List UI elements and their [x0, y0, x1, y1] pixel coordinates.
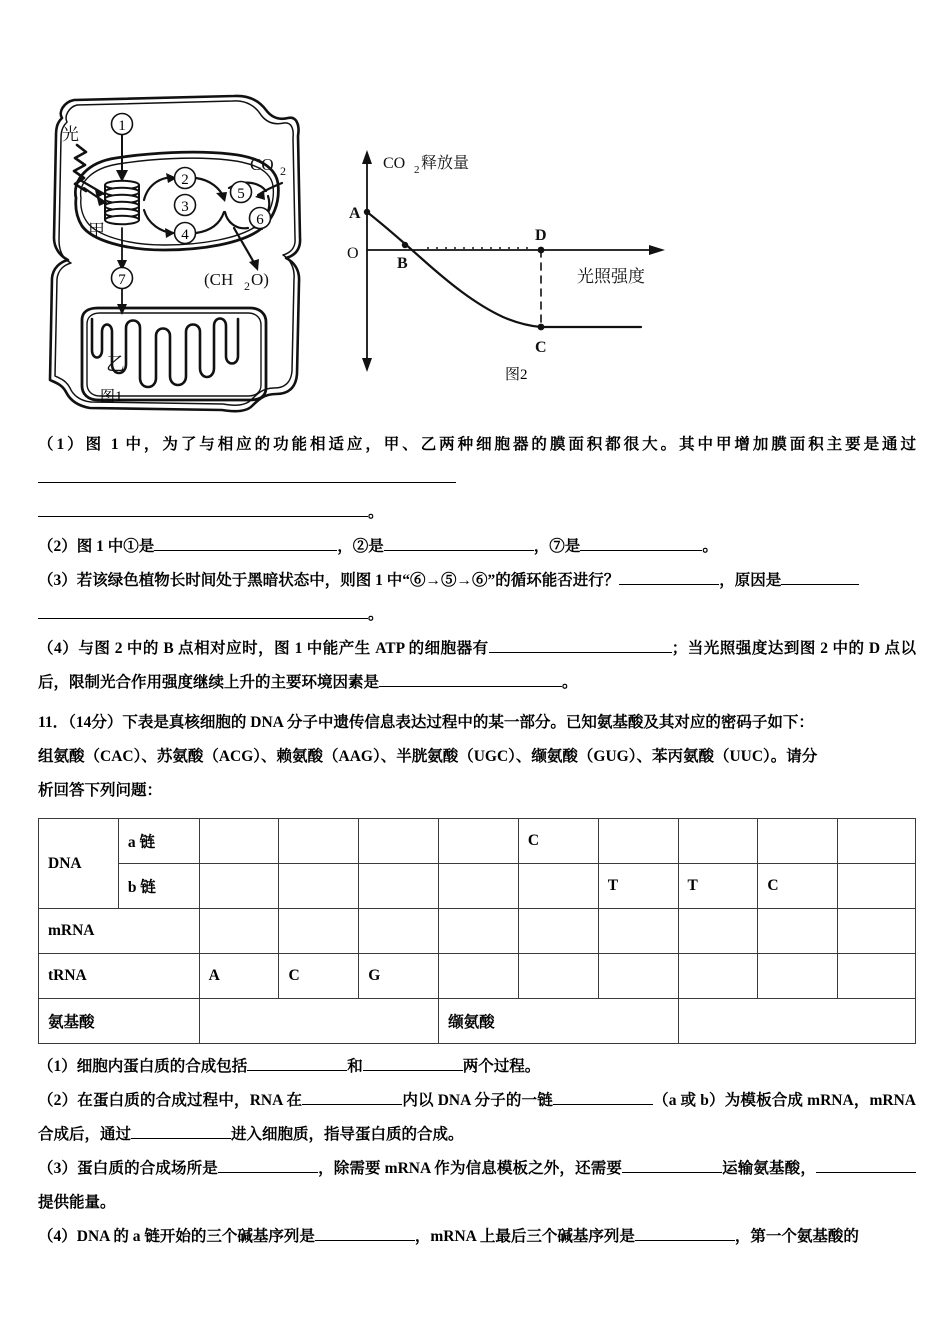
- q11-item-1-t1: 和: [347, 1058, 363, 1075]
- cell-t-9[interactable]: [838, 954, 916, 999]
- q10-item-2: [38, 530, 916, 564]
- cell-m-8[interactable]: [758, 909, 838, 954]
- q10-item-2-t0: 图 1 中①是: [76, 538, 155, 555]
- q10-item-3-blank-1[interactable]: [619, 569, 719, 585]
- cell-t-1[interactable]: A: [199, 954, 279, 999]
- cell-trna-label: tRNA: [39, 954, 200, 999]
- cell-b-4[interactable]: [439, 864, 519, 909]
- data-points: [364, 209, 545, 331]
- cell-dna-label: DNA: [39, 819, 119, 909]
- co2-light-chart-svg: [345, 140, 705, 400]
- q10-item-4-t2: 。: [562, 674, 578, 691]
- cell-m-6[interactable]: [598, 909, 678, 954]
- q10-item-1-blank-1[interactable]: [38, 467, 456, 483]
- q11-item-1-num: （1）: [38, 1058, 77, 1075]
- y-axis-label-release: 释放量: [421, 153, 470, 172]
- cell-a-1[interactable]: [199, 819, 279, 864]
- q11-stem-line-1: [38, 706, 916, 740]
- q10-item-2-t2: ，⑦是: [533, 538, 581, 555]
- table-row-trna: [39, 954, 916, 999]
- svg-text:7: 7: [118, 272, 126, 288]
- q10-item-3-t1: ，原因是: [719, 572, 782, 589]
- cell-b-6[interactable]: T: [598, 864, 678, 909]
- q11-item-2-t2: （a 或 b）为模板合成 mRNA，mRNA 合成后，通过: [38, 1092, 916, 1143]
- cell-m-4[interactable]: [439, 909, 519, 954]
- cell-b-8[interactable]: C: [758, 864, 838, 909]
- q10-item-1-period: 。: [368, 504, 384, 521]
- cell-t-8[interactable]: [758, 954, 838, 999]
- q11-stem-line-2: 组氨酸（CAC）、苏氨酸（ACG）、赖氨酸（AAG）、半胱氨酸（UGC）、缬氨酸（GUG）、苯丙氨酸（UUC）。请分: [38, 748, 818, 765]
- q11-stem-line-3: 析回答下列问题：: [38, 782, 163, 799]
- q10-item-3-blank-2[interactable]: [781, 569, 859, 585]
- cell-t-3[interactable]: G: [359, 954, 439, 999]
- q10-item-2-num: （2）: [38, 538, 77, 555]
- q10-item-4: [38, 632, 916, 700]
- figure-2-graph: [345, 140, 705, 400]
- q11-item-3-blank-3[interactable]: [816, 1157, 916, 1173]
- cell-aa-2[interactable]: 缬氨酸: [439, 999, 678, 1044]
- q10-item-4-num: （4）: [38, 640, 79, 657]
- q10-item-1-num: （1）: [38, 436, 86, 453]
- q10-item-2-blank-1[interactable]: [154, 535, 337, 551]
- svg-text:4: 4: [181, 227, 189, 243]
- q10-item-4-blank-1[interactable]: [489, 637, 672, 653]
- cell-aa-1[interactable]: [199, 999, 438, 1044]
- q10-item-4-t1: ；当光照强度达到图 2 中的 D 点以后，限制光合作用强度继续上升的主要环境因素是: [38, 640, 916, 691]
- q10-item-3: [38, 564, 916, 598]
- figures-region: [0, 0, 950, 420]
- cell-a-6[interactable]: [598, 819, 678, 864]
- cell-b-chain-label: b 链: [118, 864, 199, 909]
- q10-item-2-t3: 。: [702, 538, 718, 555]
- cell-b-9[interactable]: [838, 864, 916, 909]
- q11-item-2-num: （2）: [38, 1092, 78, 1109]
- cell-a-5[interactable]: C: [518, 819, 598, 864]
- point-a-label: A: [349, 205, 361, 222]
- q11-item-2-t0: 在蛋白质的合成过程中，RNA 在: [77, 1092, 303, 1109]
- q11-item-2: [38, 1084, 916, 1152]
- cell-b-2[interactable]: [279, 864, 359, 909]
- svg-text:2: 2: [181, 172, 189, 188]
- figure-2-caption: 图2: [505, 367, 528, 383]
- q10-item-4-blank-2[interactable]: [379, 671, 562, 687]
- cell-a-7[interactable]: [678, 819, 758, 864]
- cell-m-3[interactable]: [359, 909, 439, 954]
- q11-item-3-t2: 运输氨基酸，: [721, 1160, 816, 1177]
- q10-item-3-t0: 若该绿色植物长时间处于黑暗状态中，则图 1 中“⑥→⑤→⑥”的循环能否进行？: [76, 572, 620, 589]
- point-b-label: B: [397, 255, 408, 272]
- label-carbohydrate: (CH: [204, 270, 234, 289]
- cell-a-8[interactable]: [758, 819, 838, 864]
- q10-item-4-t0: 与图 2 中的 B 点相对应时，图 1 中能产生 ATP 的细胞器有: [78, 640, 489, 657]
- q10-item-2-blank-3[interactable]: [580, 535, 702, 551]
- q11-item-1: [38, 1050, 916, 1084]
- q11-item-2-blank-3[interactable]: [131, 1123, 231, 1139]
- figure-1-caption: 图1: [100, 389, 123, 405]
- q10-item-3-t2: 。: [368, 606, 384, 623]
- cell-diagram-svg: [44, 88, 344, 418]
- point-b-marker: [402, 242, 408, 248]
- label-co2-sub: 2: [280, 164, 286, 178]
- figure-1-cell-diagram: [44, 88, 344, 418]
- cell-t-7[interactable]: [678, 954, 758, 999]
- q11-item-2-t1: 内以 DNA 分子的一链: [402, 1092, 553, 1109]
- cell-m-1[interactable]: [199, 909, 279, 954]
- q11-item-3-t3: 提供能量。: [38, 1194, 116, 1211]
- q11-item-1-t0: 细胞内蛋白质的合成包括: [76, 1058, 248, 1075]
- svg-text:5: 5: [237, 186, 245, 202]
- q11-item-4-t2: ，第一个氨基酸的: [734, 1228, 859, 1245]
- label-chloroplast: 甲: [88, 221, 105, 241]
- label-co2: CO: [250, 155, 274, 174]
- q10-item-3-cont: [38, 598, 916, 632]
- q10-item-1: [38, 428, 916, 496]
- cell-b-7[interactable]: T: [678, 864, 758, 909]
- cell-b-5[interactable]: [518, 864, 598, 909]
- q11-item-3-num: （3）: [38, 1160, 78, 1177]
- q11-item-2-blank-1[interactable]: [302, 1089, 402, 1105]
- q11-item-2-t3: 进入细胞质，指导蛋白质的合成。: [231, 1126, 464, 1143]
- q10-item-3-num: （3）: [38, 572, 77, 589]
- cell-a-9[interactable]: [838, 819, 916, 864]
- q11-item-3: [38, 1152, 916, 1220]
- point-d-marker: [538, 247, 545, 254]
- label-carbohydrate-tail: O): [251, 270, 269, 289]
- point-a-marker: [364, 209, 370, 215]
- y-axis-label-co2: CO: [383, 155, 406, 172]
- point-d-label: D: [535, 227, 547, 244]
- q11-item-1-t2: 两个过程。: [462, 1058, 541, 1075]
- q11-item-1-blank-2[interactable]: [363, 1055, 463, 1071]
- cell-amino-acid-label: 氨基酸: [39, 999, 200, 1044]
- cell-t-6[interactable]: [598, 954, 678, 999]
- label-light: 光: [62, 125, 79, 145]
- table-row-mrna: [39, 909, 916, 954]
- cell-a-4[interactable]: [439, 819, 519, 864]
- y-axis-label-sub: 2: [414, 164, 420, 176]
- cell-t-4[interactable]: [439, 954, 519, 999]
- point-c-marker: [538, 324, 545, 331]
- cell-t-2[interactable]: C: [279, 954, 359, 999]
- q11-score: （14分）: [68, 714, 123, 731]
- q11-item-3-blank-1[interactable]: [218, 1157, 318, 1173]
- svg-text:3: 3: [181, 199, 189, 215]
- q11-item-4-t1: ，mRNA 上最后三个碱基序列是: [414, 1228, 635, 1245]
- q11-number: 11．: [38, 714, 69, 731]
- cell-mrna-label: mRNA: [39, 909, 200, 954]
- cell-a-chain-label: a 链: [118, 819, 199, 864]
- q10-item-1-cont: [38, 496, 916, 530]
- cell-m-5[interactable]: [518, 909, 598, 954]
- label-mitochondrion: 乙: [106, 353, 126, 375]
- q10-item-1-text: 图 1 中，为了与相应的功能相适应，甲、乙两种细胞器的膜面积都很大。其中甲增加膜面积主要是通过: [85, 436, 916, 453]
- q10-item-1-blank-2[interactable]: [38, 501, 368, 517]
- table-row-b-chain: [39, 864, 916, 909]
- cell-m-2[interactable]: [279, 909, 359, 954]
- svg-text:1: 1: [118, 118, 126, 134]
- q11-item-2-blank-2[interactable]: [553, 1089, 653, 1105]
- dna-expression-table: [38, 818, 916, 1044]
- q11-item-3-t0: 蛋白质的合成场所是: [77, 1160, 218, 1177]
- q11-item-4: [38, 1220, 916, 1254]
- q11-item-4-blank-1[interactable]: [315, 1225, 415, 1241]
- cell-b-3[interactable]: [359, 864, 439, 909]
- q10-item-2-blank-2[interactable]: [384, 535, 534, 551]
- cell-a-3[interactable]: [359, 819, 439, 864]
- label-carbohydrate-sub: 2: [244, 279, 250, 293]
- q10-item-2-t1: ，②是: [337, 538, 384, 555]
- q11-item-3-blank-2[interactable]: [622, 1157, 722, 1173]
- x-axis-label: 光照强度: [577, 267, 645, 287]
- q11-item-4-t0: DNA 的 a 链开始的三个碱基序列是: [76, 1228, 315, 1245]
- q11-item-4-blank-2[interactable]: [635, 1225, 735, 1241]
- origin-label: O: [347, 245, 359, 262]
- cell-m-7[interactable]: [678, 909, 758, 954]
- cell-m-9[interactable]: [838, 909, 916, 954]
- cell-a-2[interactable]: [279, 819, 359, 864]
- point-c-label: C: [535, 339, 547, 356]
- question-content: [38, 428, 916, 1254]
- cell-t-5[interactable]: [518, 954, 598, 999]
- q11-stem-text-1: 下表是真核细胞的 DNA 分子中遗传信息表达过程中的某一部分。已知氨基酸及其对应的密码子如下：: [122, 714, 814, 731]
- q11-item-1-blank-1[interactable]: [247, 1055, 347, 1071]
- q10-item-3-blank-3[interactable]: [38, 603, 368, 619]
- cell-aa-3[interactable]: [678, 999, 915, 1044]
- svg-text:6: 6: [256, 212, 264, 228]
- q11-item-4-num: （4）: [38, 1228, 77, 1245]
- table-row-amino-acid: [39, 999, 916, 1044]
- cell-b-1[interactable]: [199, 864, 279, 909]
- table-row-a-chain: [39, 819, 916, 864]
- q11-item-3-t1: ，除需要 mRNA 作为信息模板之外，还需要: [317, 1160, 622, 1177]
